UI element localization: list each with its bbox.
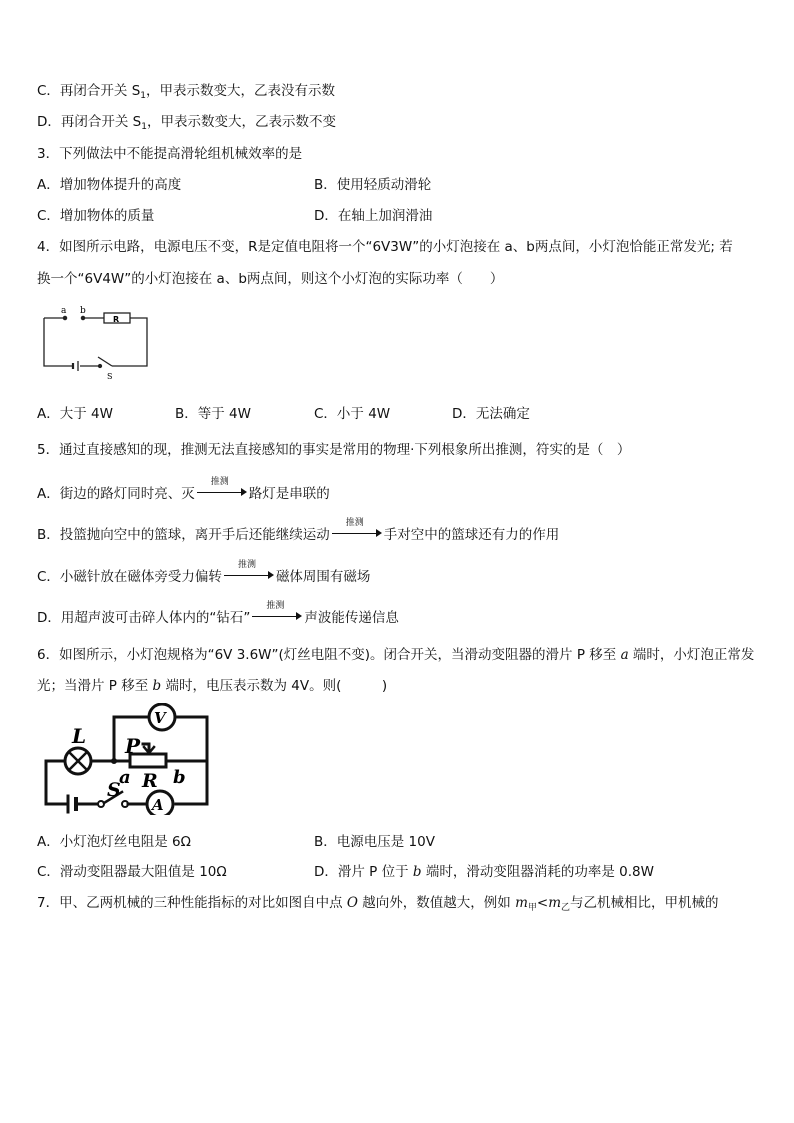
q4-option-b: B．等于 4W	[175, 406, 251, 422]
q6-label-ammeter: A	[152, 796, 164, 814]
q6-circuit-figure	[40, 703, 212, 815]
q6-option-b: B．电源电压是 10V	[314, 834, 435, 850]
q6-label-b: b	[173, 767, 186, 788]
q6-label-l: L	[72, 724, 87, 748]
q4-label-s: S	[107, 372, 113, 381]
q4-stem-line1: 4．如图所示电路，电源电压不变，R是定值电阻将一个“6V3W”的小灯泡接在 a、b两点间，小灯泡恰能正常发光; 若	[37, 239, 733, 255]
q6-stem-line2: 光；当滑片 P 移至 b 端时，电压表示数为 4V。则( )	[37, 678, 388, 694]
q5-option-b: B．投篮抛向空中的篮球，离开手后还能继续运动 推测 手对空中的篮球还有力的作用	[37, 518, 560, 543]
q4-label-r: R	[113, 315, 120, 324]
q3-stem: 3．下列做法中不能提高滑轮组机械效率的是	[37, 146, 303, 162]
q5-option-c: C．小磁针放在磁体旁受力偏转 推测 磁体周围有磁场	[37, 560, 371, 585]
q6-label-p: P	[125, 734, 141, 758]
q5-stem: 5．通过直接感知的现，推测无法直接感知的事实是常用的物理·下列根象所出推测，符实的是（ ）	[37, 442, 631, 458]
infer-arrow: 推测	[224, 566, 274, 580]
q4-option-a: A．大于 4W	[37, 406, 113, 422]
infer-arrow: 推测	[197, 483, 247, 497]
q6-option-c: C．滑动变阻器最大阻值是 10Ω	[37, 864, 227, 880]
q6-label-a: a	[119, 767, 131, 788]
q6-stem-line1: 6．如图所示，小灯泡规格为“6V 3.6W”(灯丝电阻不变)。闭合开关，当滑动变阻器的滑片 P 移至 a 端时，小灯泡正常发	[37, 647, 755, 663]
q4-option-d: D．无法确定	[452, 406, 530, 422]
q4-option-c: C．小于 4W	[314, 406, 391, 422]
q3-option-c: C．增加物体的质量	[37, 208, 155, 224]
q3-option-b: B．使用轻质动滑轮	[314, 177, 432, 193]
q6-label-r: R	[142, 770, 158, 792]
q2-option-c: C．再闭合开关 $S_1$，甲表示数变大，乙表没有示数	[37, 83, 336, 101]
q2-option-d: D．再闭合开关 $S_1$，甲表示数变大，乙表示数不变	[37, 114, 336, 132]
q3-option-a: A．增加物体提升的高度	[37, 177, 182, 193]
q6-option-d: D．滑片 P 位于 b 端时，滑动变阻器消耗的功率是 0.8W	[314, 864, 654, 880]
q7-stem: 7．甲、乙两机械的三种性能指标的对比如图自中点 O 越向外，数值越大，例如 $m_甲<m_乙$与乙机械相比，甲机械的	[37, 895, 719, 913]
q3-option-d: D．在轴上加润滑油	[314, 208, 433, 224]
q5-option-a: A．街边的路灯同时亮、灭 推测 路灯是串联的	[37, 477, 330, 502]
q4-label-b: b	[80, 306, 86, 316]
q4-circuit-figure	[38, 304, 154, 382]
q4-stem-line2: 换一个“6V4W”的小灯泡接在 a、b两点间，则这个小灯泡的实际功率（ ）	[37, 271, 504, 287]
infer-arrow: 推测	[332, 524, 382, 538]
q6-option-a: A．小灯泡灯丝电阻是 6Ω	[37, 834, 191, 850]
infer-arrow: 推测	[252, 607, 302, 621]
q4-label-a: a	[61, 306, 67, 316]
q6-label-v: V	[154, 709, 166, 727]
q6-label-s: S	[107, 779, 121, 801]
q5-option-d: D．用超声波可击碎人体内的“钻石” 推测 声波能传递信息	[37, 601, 399, 626]
